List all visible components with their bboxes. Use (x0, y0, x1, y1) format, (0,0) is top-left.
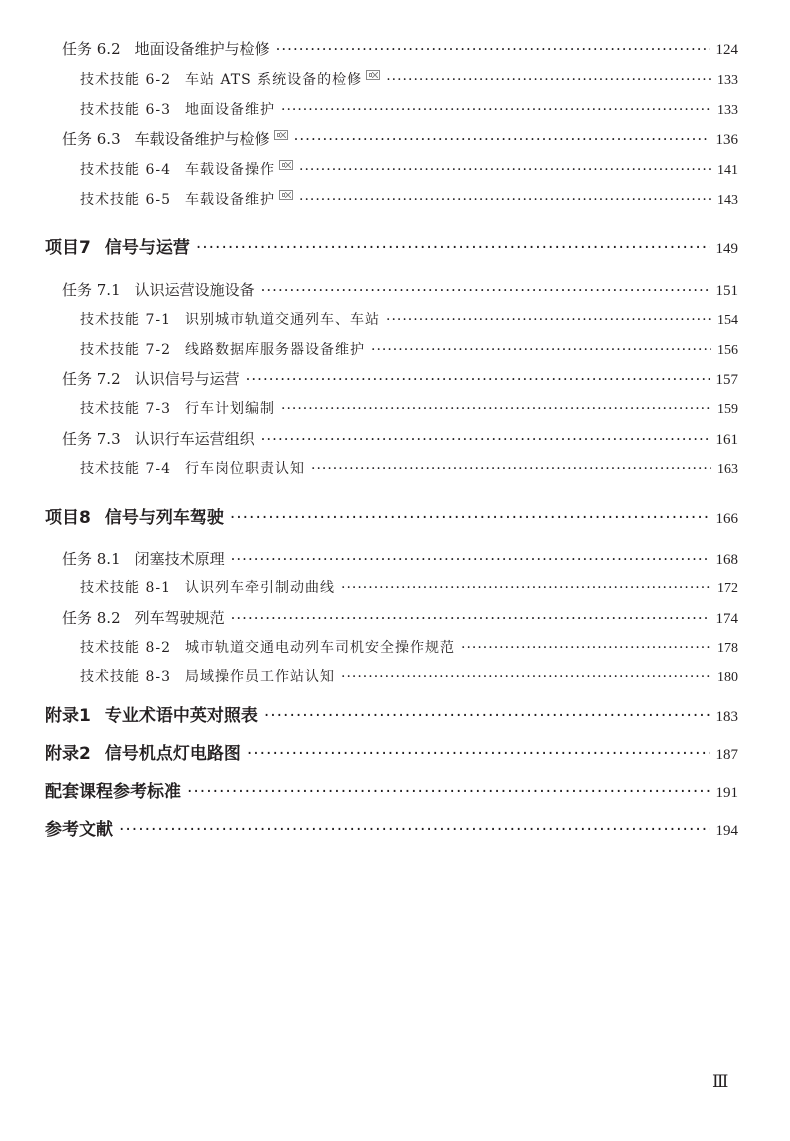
leader-dots (371, 342, 711, 358)
toc-entry[interactable] (62, 279, 738, 300)
toc-page-number: 172 (717, 581, 738, 596)
toc-page-number: 156 (717, 343, 738, 358)
leader-dots (299, 192, 711, 208)
leader-dots (341, 580, 711, 596)
leader-dots (281, 401, 711, 417)
leader-dots (119, 820, 710, 840)
toc-page-number: 163 (717, 462, 738, 477)
leader-dots (299, 162, 711, 178)
toc-page-number: 187 (715, 747, 738, 763)
toc-page-number: 149 (715, 241, 738, 257)
leader-dots (187, 782, 710, 802)
toc-chapter-label: 项目8 信号与列车驾驶 (45, 508, 224, 528)
leader-dots (247, 744, 710, 764)
toc-entry-label: 技术技能 7-4 行车岗位职责认知 (80, 461, 305, 477)
leader-dots (461, 640, 711, 656)
toc-chapter[interactable] (45, 233, 738, 258)
toc-entry[interactable] (62, 368, 738, 389)
toc-entry-label: 技术技能 7-3 行车计划编制 (80, 401, 275, 417)
toc-entry-label: 任务 6.3 车载设备维护与检修 (62, 128, 288, 149)
leader-dots (196, 238, 710, 258)
toc-entry-label: 技术技能 8-2 城市轨道交通电动列车司机安全操作规范 (80, 640, 455, 656)
toc-page-number: 178 (717, 641, 738, 656)
toc-entry-label: 技术技能 8-1 认识列车牵引制动曲线 (80, 580, 335, 596)
toc-appendix-label: 附录2 信号机点灯电路图 (45, 744, 241, 764)
leader-dots (264, 706, 710, 726)
toc-page-number: 161 (715, 432, 738, 448)
toc-appendix-label: 附录1 专业术语中英对照表 (45, 706, 258, 726)
video-resource-icon[interactable] (366, 70, 380, 80)
toc-entry[interactable] (80, 189, 738, 209)
leader-dots (261, 281, 710, 299)
toc-page-number: 183 (715, 709, 738, 725)
toc-entry-label: 技术技能 7-1 识别城市轨道交通列车、车站 (80, 312, 380, 328)
leader-dots (341, 669, 711, 685)
toc-entry[interactable] (80, 309, 738, 329)
toc-entry[interactable] (62, 548, 738, 569)
toc-entry-label: 技术技能 7-2 线路数据库服务器设备维护 (80, 342, 365, 358)
toc-page-number: 133 (717, 73, 738, 88)
toc-section[interactable] (45, 815, 738, 840)
toc-page-number: 194 (715, 823, 738, 839)
leader-dots (261, 430, 710, 448)
toc-entry[interactable] (62, 428, 738, 449)
toc-entry[interactable] (80, 666, 738, 686)
toc-page-number: 124 (715, 42, 738, 58)
toc-entry-label: 技术技能 6-2 车站 ATS 系统设备的检修 (80, 69, 380, 89)
leader-dots (231, 609, 710, 627)
toc-entry[interactable] (80, 69, 738, 89)
toc-appendix[interactable] (45, 739, 738, 764)
toc-page-number: 157 (715, 372, 738, 388)
video-resource-icon[interactable] (274, 130, 288, 140)
toc-entry-label: 技术技能 6-5 车载设备维护 (80, 189, 293, 209)
toc-page-number: 159 (717, 402, 738, 417)
leader-dots (230, 508, 710, 528)
toc-entry-label: 任务 8.2 列车驾驶规范 (62, 609, 225, 627)
toc-page-number: 141 (717, 163, 738, 178)
toc-entry[interactable] (62, 607, 738, 628)
leader-dots (276, 40, 710, 58)
toc-section-label: 参考文献 (45, 820, 113, 840)
page-folio: Ⅲ (712, 1072, 729, 1091)
toc-page-number: 143 (717, 193, 738, 208)
toc-entry[interactable] (80, 577, 738, 597)
toc-entry[interactable] (62, 128, 738, 149)
toc-entry[interactable] (80, 637, 738, 657)
leader-dots (386, 312, 711, 328)
toc-page-number: 180 (717, 670, 738, 685)
leader-dots (246, 370, 710, 388)
toc-page-number: 154 (717, 313, 738, 328)
video-resource-icon[interactable] (279, 190, 293, 200)
toc-entry[interactable] (80, 339, 738, 359)
toc-entry-label: 技术技能 8-3 局域操作员工作站认知 (80, 669, 335, 685)
toc-entry-label: 技术技能 6-3 地面设备维护 (80, 102, 275, 118)
leader-dots (281, 102, 711, 118)
toc-page-number: 136 (715, 132, 738, 148)
toc-entry-label: 任务 6.2 地面设备维护与检修 (62, 40, 270, 58)
toc-chapter-label: 项目7 信号与运营 (45, 238, 190, 258)
toc-page-number: 168 (715, 552, 738, 568)
toc-entry[interactable] (80, 398, 738, 418)
toc-entry-label: 任务 7.2 认识信号与运营 (62, 370, 240, 388)
toc-page-number: 151 (715, 283, 738, 299)
toc-page-number: 133 (717, 103, 738, 118)
toc-page-number: 191 (715, 785, 738, 801)
toc-chapter[interactable] (45, 503, 738, 528)
toc-section[interactable] (45, 777, 738, 802)
video-resource-icon[interactable] (279, 160, 293, 170)
toc-entry-label: 技术技能 6-4 车载设备操作 (80, 159, 293, 179)
toc-entry[interactable] (80, 99, 738, 119)
toc-entry-label: 任务 8.1 闭塞技术原理 (62, 550, 225, 568)
leader-dots (231, 550, 710, 568)
toc-entry-label: 任务 7.1 认识运营设施设备 (62, 281, 255, 299)
toc-page-number: 174 (715, 611, 738, 627)
toc-entry[interactable] (80, 159, 738, 179)
toc-entry-label: 任务 7.3 认识行车运营组织 (62, 430, 255, 448)
leader-dots (386, 72, 711, 88)
toc-entry[interactable] (62, 38, 738, 59)
toc-entry[interactable] (80, 458, 738, 478)
toc-section-label: 配套课程参考标准 (45, 782, 181, 802)
leader-dots (294, 130, 710, 148)
leader-dots (311, 461, 711, 477)
toc-page-number: 166 (715, 511, 738, 527)
toc-appendix[interactable] (45, 701, 738, 726)
